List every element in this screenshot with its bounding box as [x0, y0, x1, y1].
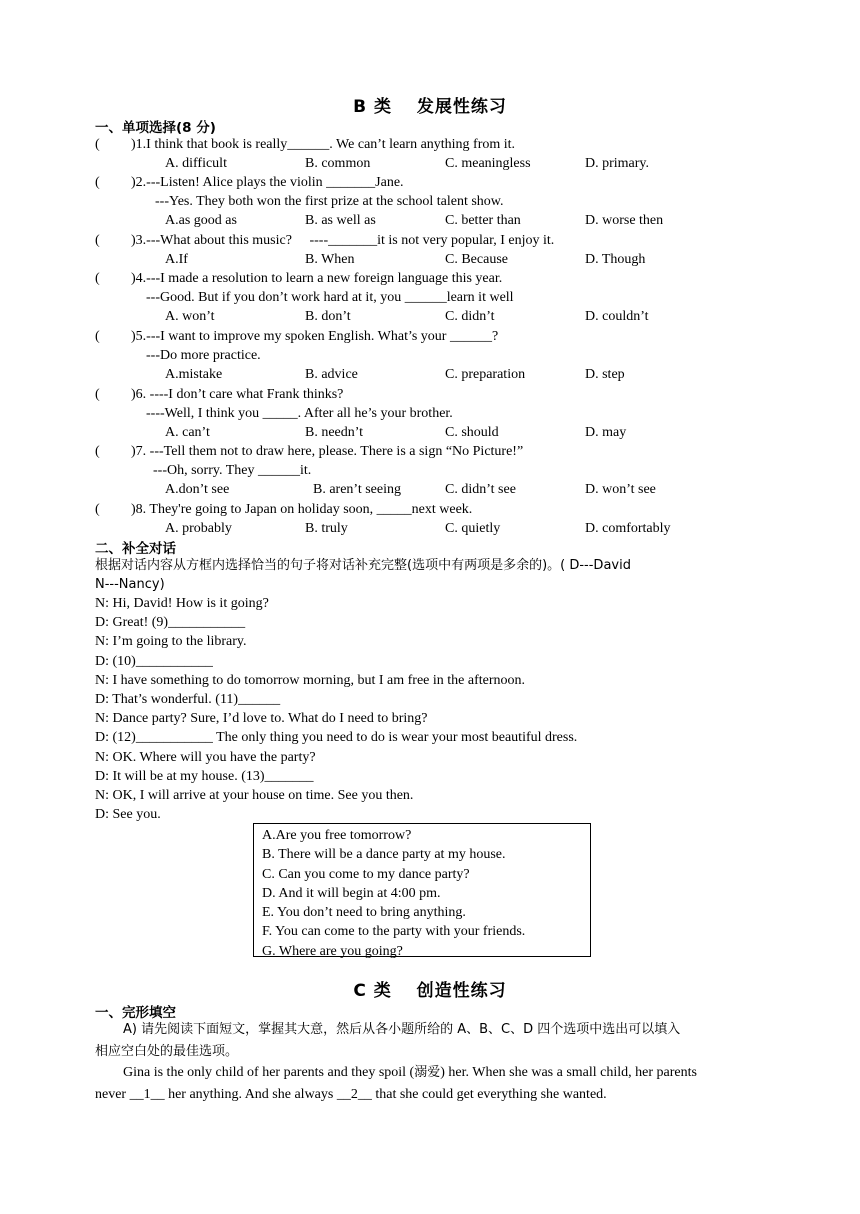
choice-item: A.Are you free tomorrow? [262, 828, 412, 843]
section2-heading: 二、补全对话 [95, 541, 176, 557]
question-text: )4.---I made a resolution to learn a new foreign language this year. [131, 271, 503, 286]
section2-instruction: 根据对话内容从方框内选择恰当的句子将对话补充完整(选项中有两项是多余的)。( D---David [95, 558, 631, 573]
dialogue-line: D: See you. [95, 807, 161, 823]
choices-box [253, 823, 591, 957]
question-stem [95, 231, 554, 250]
title-b: B 类 发展性练习 [353, 97, 507, 117]
answer-bracket[interactable]: ( [95, 502, 100, 517]
question-text: )8. They're going to Japan on holiday soon, _____next week. [131, 502, 473, 517]
option-a[interactable]: A.as good as [165, 213, 237, 228]
choice-item: F. You can come to the party with your friends. [262, 924, 526, 940]
question-text: )2.---Listen! Alice plays the violin _______Jane. [131, 175, 404, 190]
question-text: )7. ---Tell them not to draw here, please. There is a sign “No Picture!” [131, 444, 524, 459]
option-a[interactable]: A.mistake [165, 367, 223, 382]
section2-instruction-cont: N---Nancy) [95, 577, 165, 592]
option-b[interactable]: B. don’t [305, 309, 351, 324]
question-text: )1.I think that book is really______. We can’t learn anything from it. [131, 137, 516, 152]
choice-item: G. Where are you going? [262, 943, 403, 959]
option-b[interactable]: B. aren’t seeing [313, 482, 401, 497]
option-a[interactable]: A.don’t see [165, 482, 230, 497]
option-d[interactable]: D. couldn’t [585, 309, 649, 324]
title-c: C 类 创造性练习 [353, 981, 507, 1001]
question-stem [95, 269, 502, 288]
option-d[interactable]: D. may [585, 425, 627, 440]
option-d[interactable]: D. comfortably [585, 521, 671, 536]
option-b[interactable]: B. advice [305, 367, 358, 382]
answer-bracket[interactable]: ( [95, 271, 100, 286]
passage-chinese-gloss: 溺爱 [414, 1065, 441, 1080]
passage-text: that she could get everything she wanted. [375, 1087, 607, 1102]
passage-text: Gina is the only child of her parents and they spoil ( [123, 1065, 415, 1080]
question-reply: ---Do more practice. [146, 348, 261, 363]
dialogue-line: N: I have something to do tomorrow morning, but I am free in the afternoon. [95, 672, 526, 688]
option-d[interactable]: D. Though [585, 252, 646, 267]
dialogue-line: N: OK. Where will you have the party? [95, 749, 316, 765]
option-a[interactable]: A.If [165, 252, 188, 267]
passage-text: ) her. When she was a small child, her parents [440, 1065, 697, 1080]
option-c[interactable]: C. preparation [445, 367, 526, 382]
option-d[interactable]: D. step [585, 367, 625, 382]
question-text: )6. ----I don’t care what Frank thinks? [131, 387, 344, 402]
answer-bracket[interactable]: ( [95, 444, 100, 459]
answer-bracket[interactable]: ( [95, 387, 100, 402]
option-c[interactable]: C. didn’t [445, 309, 495, 324]
question-reply: ---Oh, sorry. They ______it. [153, 463, 312, 478]
section3-instruction: A) 请先阅读下面短文，掌握其大意，然后从各小题所给的 A、B、C、D 四个选项中选出可以填入 [123, 1022, 681, 1037]
section3-instruction-cont: 相应空白处的最佳选项。 [95, 1044, 239, 1059]
answer-bracket[interactable]: ( [95, 175, 100, 190]
option-a[interactable]: A. difficult [165, 156, 227, 171]
choice-item: D. And it will begin at 4:00 pm. [262, 885, 441, 901]
dialogue-line: D: That’s wonderful. (11)______ [95, 692, 281, 707]
option-a[interactable]: A. won’t [165, 309, 215, 324]
option-b[interactable]: B. as well as [305, 213, 376, 228]
question-reply: ----Well, I think you _____. After all he’s your brother. [146, 406, 453, 421]
option-c[interactable]: C. meaningless [445, 156, 531, 171]
dialogue-line: D: (10)___________ [95, 653, 213, 669]
dialogue-line: D: It will be at my house. (13)_______ [95, 768, 314, 784]
option-d[interactable]: D. primary. [585, 156, 650, 171]
question-stem [95, 500, 472, 519]
question-stem [95, 173, 404, 192]
choice-item: B. There will be a dance party at my house. [262, 847, 506, 863]
question-stem [95, 135, 515, 154]
question-stem [95, 385, 343, 404]
section1-heading: 一、单项选择(8 分) [95, 120, 216, 136]
question-reply: ---Good. But if you don’t work hard at it, you ______learn it well [146, 290, 514, 305]
answer-bracket[interactable]: ( [95, 233, 100, 248]
dialogue-line: D: Great! (9)___________ [95, 615, 246, 631]
option-a[interactable]: A. probably [165, 521, 232, 536]
blank-2[interactable]: __2__ [336, 1087, 372, 1102]
option-b[interactable]: B. common [305, 156, 371, 171]
option-c[interactable]: C. didn’t see [445, 482, 516, 497]
choice-item: C. Can you come to my dance party? [262, 866, 470, 882]
option-a[interactable]: A. can’t [165, 425, 210, 440]
dialogue-line: N: I’m going to the library. [95, 634, 247, 650]
option-d[interactable]: D. worse then [585, 213, 664, 228]
passage-line-2 [95, 1085, 607, 1104]
question-stem [95, 327, 498, 346]
option-d[interactable]: D. won’t see [585, 482, 656, 497]
blank-1[interactable]: __1__ [129, 1087, 165, 1102]
question-text: )5.---I want to improve my spoken English. What’s your ______? [131, 329, 499, 344]
dialogue-line: N: Dance party? Sure, I’d love to. What do I need to bring? [95, 711, 428, 727]
dialogue-line: N: Hi, David! How is it going? [95, 596, 269, 611]
question-text: )3.---What about this music? ----_______it is not very popular, I enjoy it. [131, 233, 555, 248]
answer-bracket[interactable]: ( [95, 137, 100, 152]
passage-text: never [95, 1087, 130, 1102]
option-b[interactable]: B. needn’t [305, 425, 364, 440]
question-reply: ---Yes. They both won the first prize at the school talent show. [155, 194, 504, 209]
option-c[interactable]: C. should [445, 425, 499, 440]
option-b[interactable]: B. When [305, 252, 355, 267]
question-stem [95, 442, 523, 461]
answer-bracket[interactable]: ( [95, 329, 100, 344]
option-c[interactable]: C. better than [445, 213, 521, 228]
passage-text: her anything. And she always [168, 1087, 337, 1102]
option-c[interactable]: C. Because [445, 252, 508, 267]
dialogue-line: D: (12)___________ The only thing you need to do is wear your most beautiful dress. [95, 730, 578, 746]
dialogue-line: N: OK, I will arrive at your house on time. See you then. [95, 788, 414, 803]
section3-heading: 一、完形填空 [95, 1005, 176, 1021]
choice-item: E. You don’t need to bring anything. [262, 905, 466, 921]
passage-line-1 [123, 1063, 697, 1082]
option-b[interactable]: B. truly [305, 521, 348, 536]
option-c[interactable]: C. quietly [445, 521, 501, 536]
